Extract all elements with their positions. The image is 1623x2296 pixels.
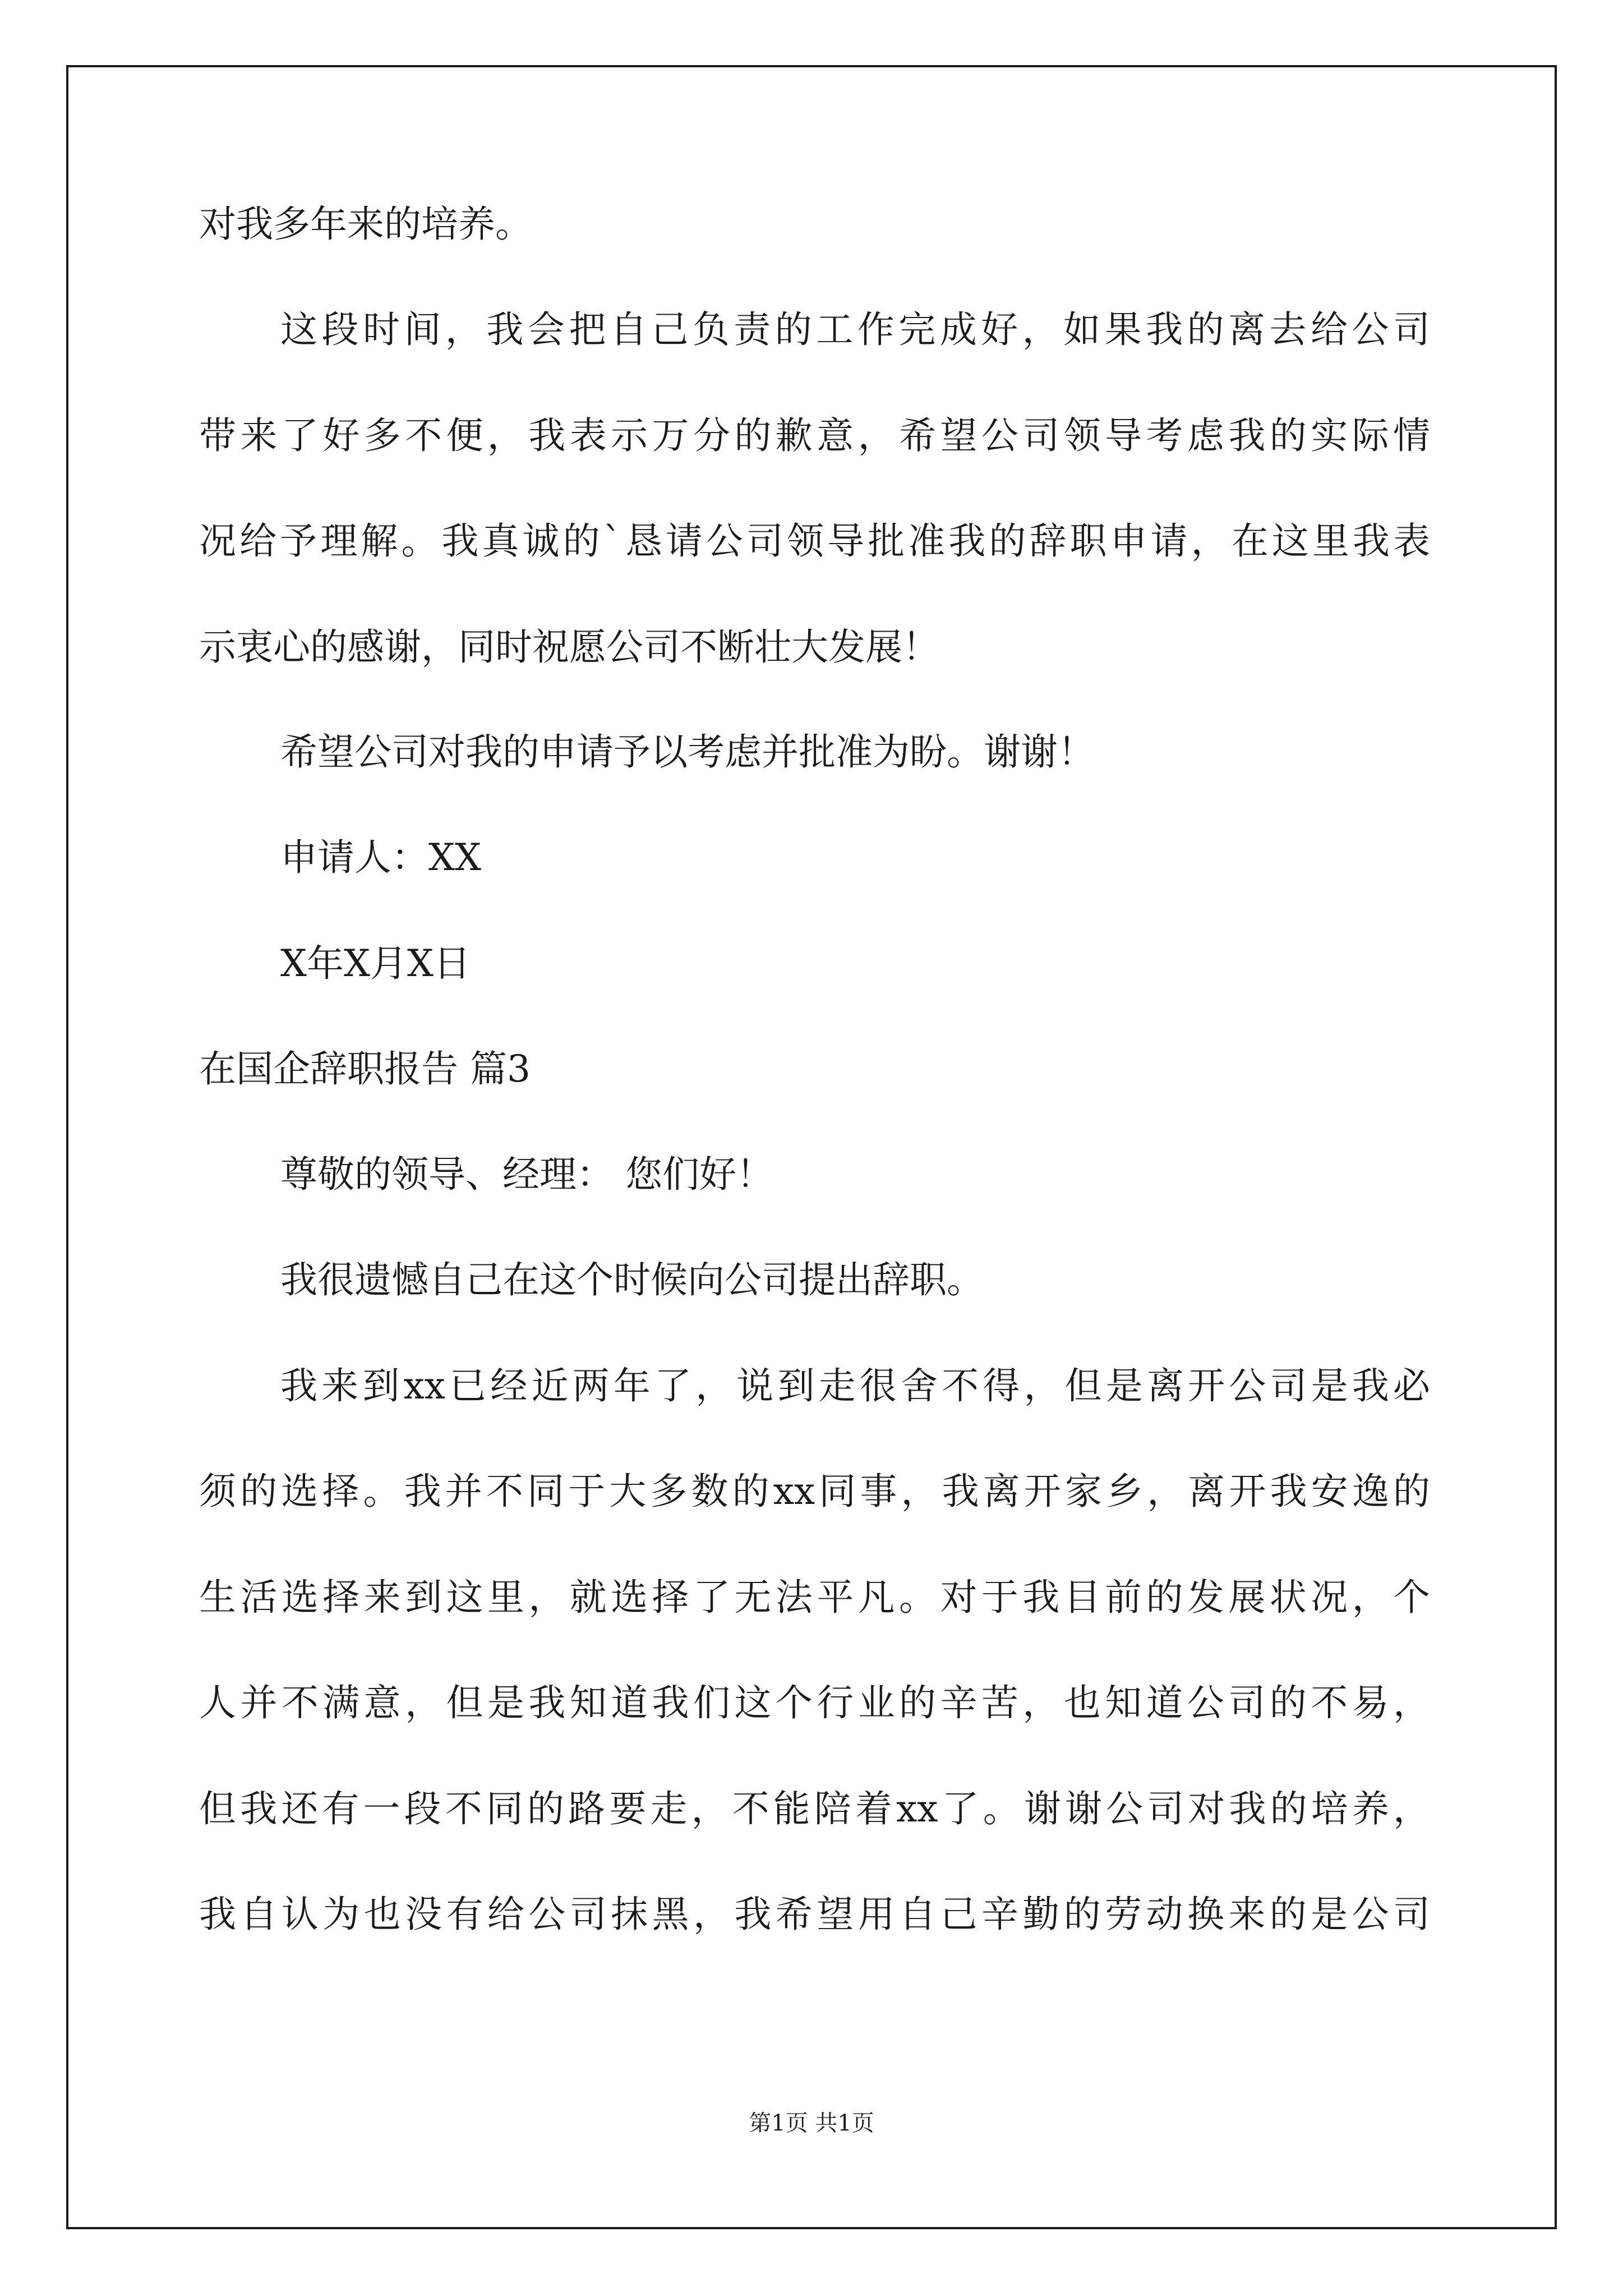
text-line-2: 这段时间，我会把自己负责的工作完成好，如果我的离去给公司 xyxy=(280,308,1430,351)
text-line-1: 对我多年来的培养。 xyxy=(199,203,532,246)
text-line-16: 但我还有一段不同的路要走，不能陪着xx了。谢谢公司对我的培养， xyxy=(199,1787,1430,1830)
text-line-3: 带来了好多不便，我表示万分的歉意，希望公司领导考虑我的实际情 xyxy=(199,414,1430,457)
applicant-line: 申请人：XX xyxy=(280,836,481,879)
text-line-4: 况给予理解。我真诚的`恳请公司领导批准我的辞职申请，在这里我表 xyxy=(199,519,1430,563)
text-line-17: 我自认为也没有给公司抹黑，我希望用自己辛勤的劳动换来的是公司 xyxy=(199,1893,1430,1936)
text-line-14: 生活选择来到这里，就选择了无法平凡。对于我目前的发展状况，个 xyxy=(199,1576,1430,1619)
text-line-13: 须的选择。我并不同于大多数的xx同事，我离开家乡，离开我安逸的 xyxy=(199,1470,1430,1513)
text-line-12: 我来到xx已经近两年了，说到走很舍不得，但是离开公司是我必 xyxy=(280,1364,1430,1407)
date-line: X年X月X日 xyxy=(280,942,471,985)
page-number-footer: 第1页 共1页 xyxy=(749,2110,874,2136)
text-line-15: 人并不满意，但是我知道我们这个行业的辛苦，也知道公司的不易， xyxy=(199,1681,1430,1724)
text-line-5: 示衷心的感谢，同时祝愿公司不断壮大发展！ xyxy=(199,625,939,669)
text-line-11: 我很遗憾自己在这个时候向公司提出辞职。 xyxy=(280,1258,984,1301)
section-heading: 在国企辞职报告 篇3 xyxy=(199,1047,531,1091)
text-line-6: 希望公司对我的申请予以考虑并批准为盼。谢谢！ xyxy=(280,730,1095,774)
salutation-line: 尊敬的领导、经理： 您们好！ xyxy=(280,1153,773,1196)
